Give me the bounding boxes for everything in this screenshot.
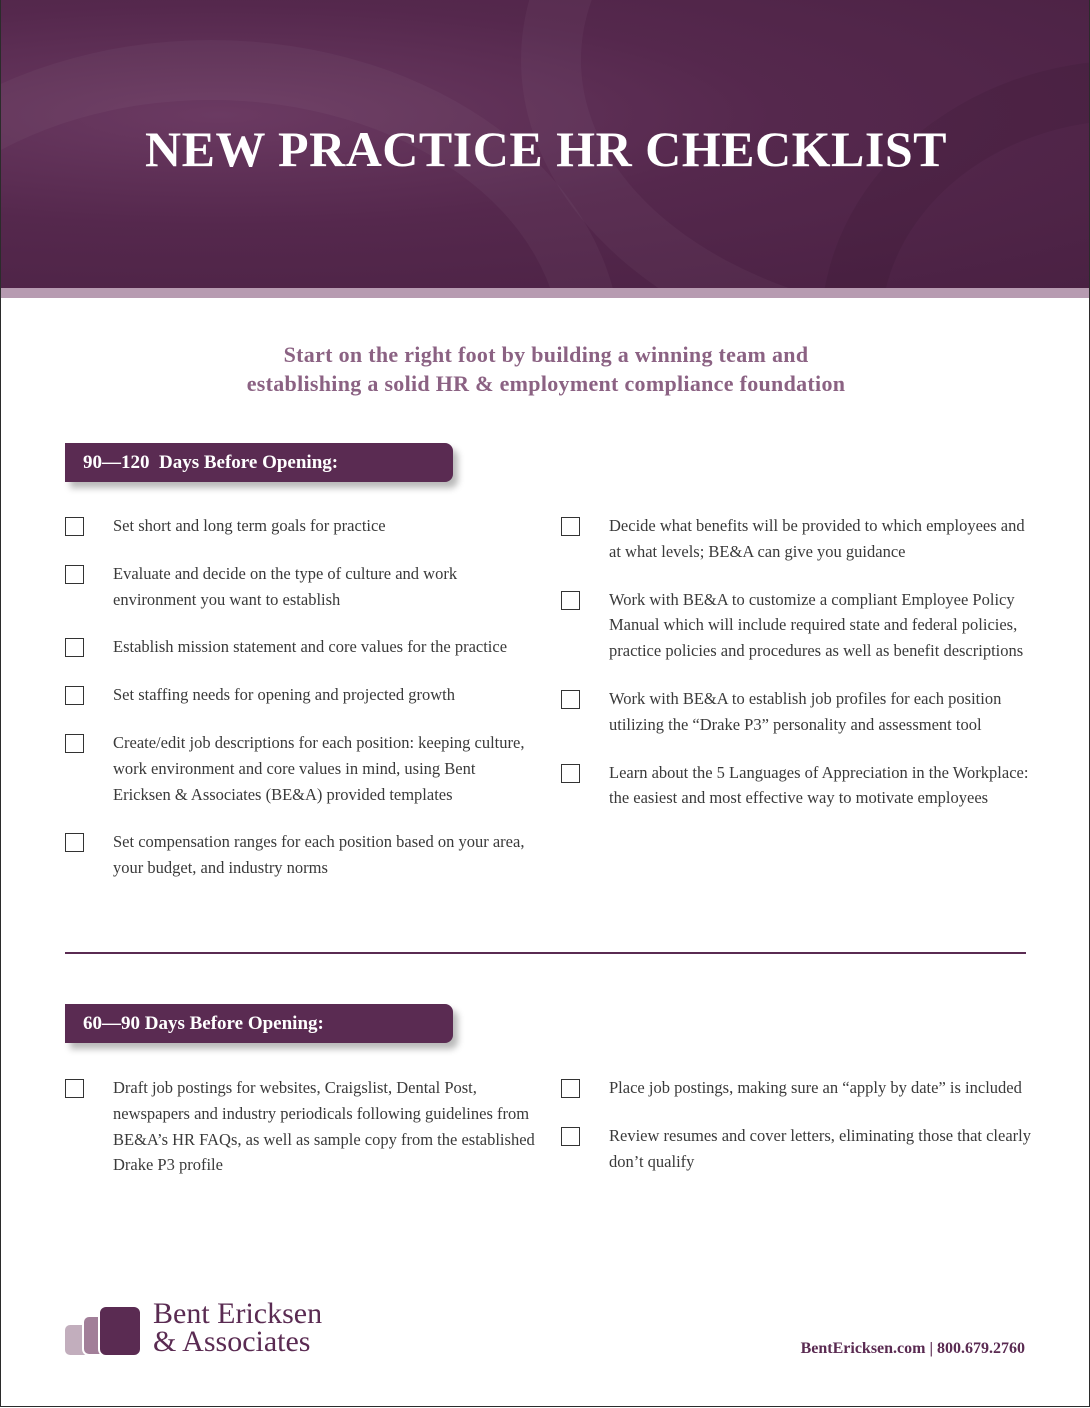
section-2-right-column [561,1075,1031,1174]
logo-line-2: & Associates [153,1325,311,1358]
logo-squares-icon [65,1305,143,1357]
checklist-item [561,587,1031,664]
checklist-item-text: Work with BE&A to customize a compliant Employee Policy Manual which will include required state and federal policies, practice policies and procedures as well as benefit descriptions [609,589,1024,661]
checkbox[interactable] [65,565,84,584]
checklist-item-text: Evaluate and decide on the type of culture and work environment you want to establish [113,563,458,609]
checklist-item [561,760,1031,812]
checkbox[interactable] [65,734,84,753]
checklist-item [561,1075,1031,1101]
header-banner [1,0,1090,288]
checklist-item-text: Review resumes and cover letters, eliminating those that clearly don’t qualify [609,1125,1031,1171]
checkbox[interactable] [65,686,84,705]
section-divider [65,952,1026,954]
subtitle-line-2: establishing a solid HR & employment compliance foundation [246,371,846,396]
section-1-right-column [561,513,1031,811]
banner-stripe [1,288,1090,298]
checklist-item-text: Work with BE&A to establish job profiles for each position utilizing the “Drake P3” personality and assessment tool [609,688,1002,734]
checkbox[interactable] [561,591,580,610]
checklist-item [561,686,1031,738]
checklist-item [65,634,535,660]
checklist-item-text: Set staffing needs for opening and projected growth [113,685,455,705]
checklist-item [561,513,1031,565]
logo-line-1: Bent Ericksen [153,1297,323,1330]
checklist-item [65,829,535,881]
checklist-item [65,1075,535,1178]
checklist-item-text: Place job postings, making sure an “apply by date” is included [609,1078,1022,1097]
checkbox[interactable] [561,1079,580,1098]
section-1-left-column [65,513,535,881]
page-title: NEW PRACTICE HR CHECKLIST [144,121,947,177]
checkbox[interactable] [561,690,580,709]
section-heading-90-120: 90—120 Days Before Opening: [65,443,453,482]
checkbox[interactable] [65,517,84,536]
checkbox[interactable] [65,638,84,657]
checklist-item-text: Draft job postings for websites, Craigslist, Dental Post, newspapers and industry periodicals following guidelines from BE&A’s HR FAQs, as well as sample copy from the established Drake P3 profile [113,1078,535,1175]
footer-contact: BentEricksen.com | 800.679.2760 [800,1340,1025,1357]
checklist-item-text: Establish mission statement and core values for the practice [113,637,508,657]
checklist-item-text: Create/edit job descriptions for each position: keeping culture, work environment and core values in mind, using Bent Ericksen & Associates (BE&A) provided templates [113,732,525,804]
checkbox[interactable] [65,1079,84,1098]
section-2-left-column [65,1075,535,1178]
checklist-item [65,513,535,539]
subtitle [1,340,1090,398]
checklist-item-text: Set short and long term goals for practice [113,516,386,535]
checklist-item-text: Decide what benefits will be provided to which employees and at what levels; BE&A can give you guidance [609,516,1025,561]
checkbox[interactable] [561,517,580,536]
checkbox[interactable] [561,764,580,783]
checklist-item [65,561,535,613]
subtitle-line-1: Start on the right foot by building a winning team and [283,342,809,367]
checklist-item [561,1123,1031,1175]
checklist-item-text: Set compensation ranges for each position based on your area, your budget, and industry norms [113,832,525,878]
checklist-item-text: Learn about the 5 Languages of Appreciation in the Workplace: the easiest and most effective way to motivate employees [609,762,1029,808]
checkbox[interactable] [65,833,84,852]
checklist-item [65,730,535,807]
company-logo-text [153,1297,323,1358]
checkbox[interactable] [561,1127,580,1146]
checklist-item [65,682,535,708]
section-heading-60-90: 60—90 Days Before Opening: [65,1004,453,1043]
